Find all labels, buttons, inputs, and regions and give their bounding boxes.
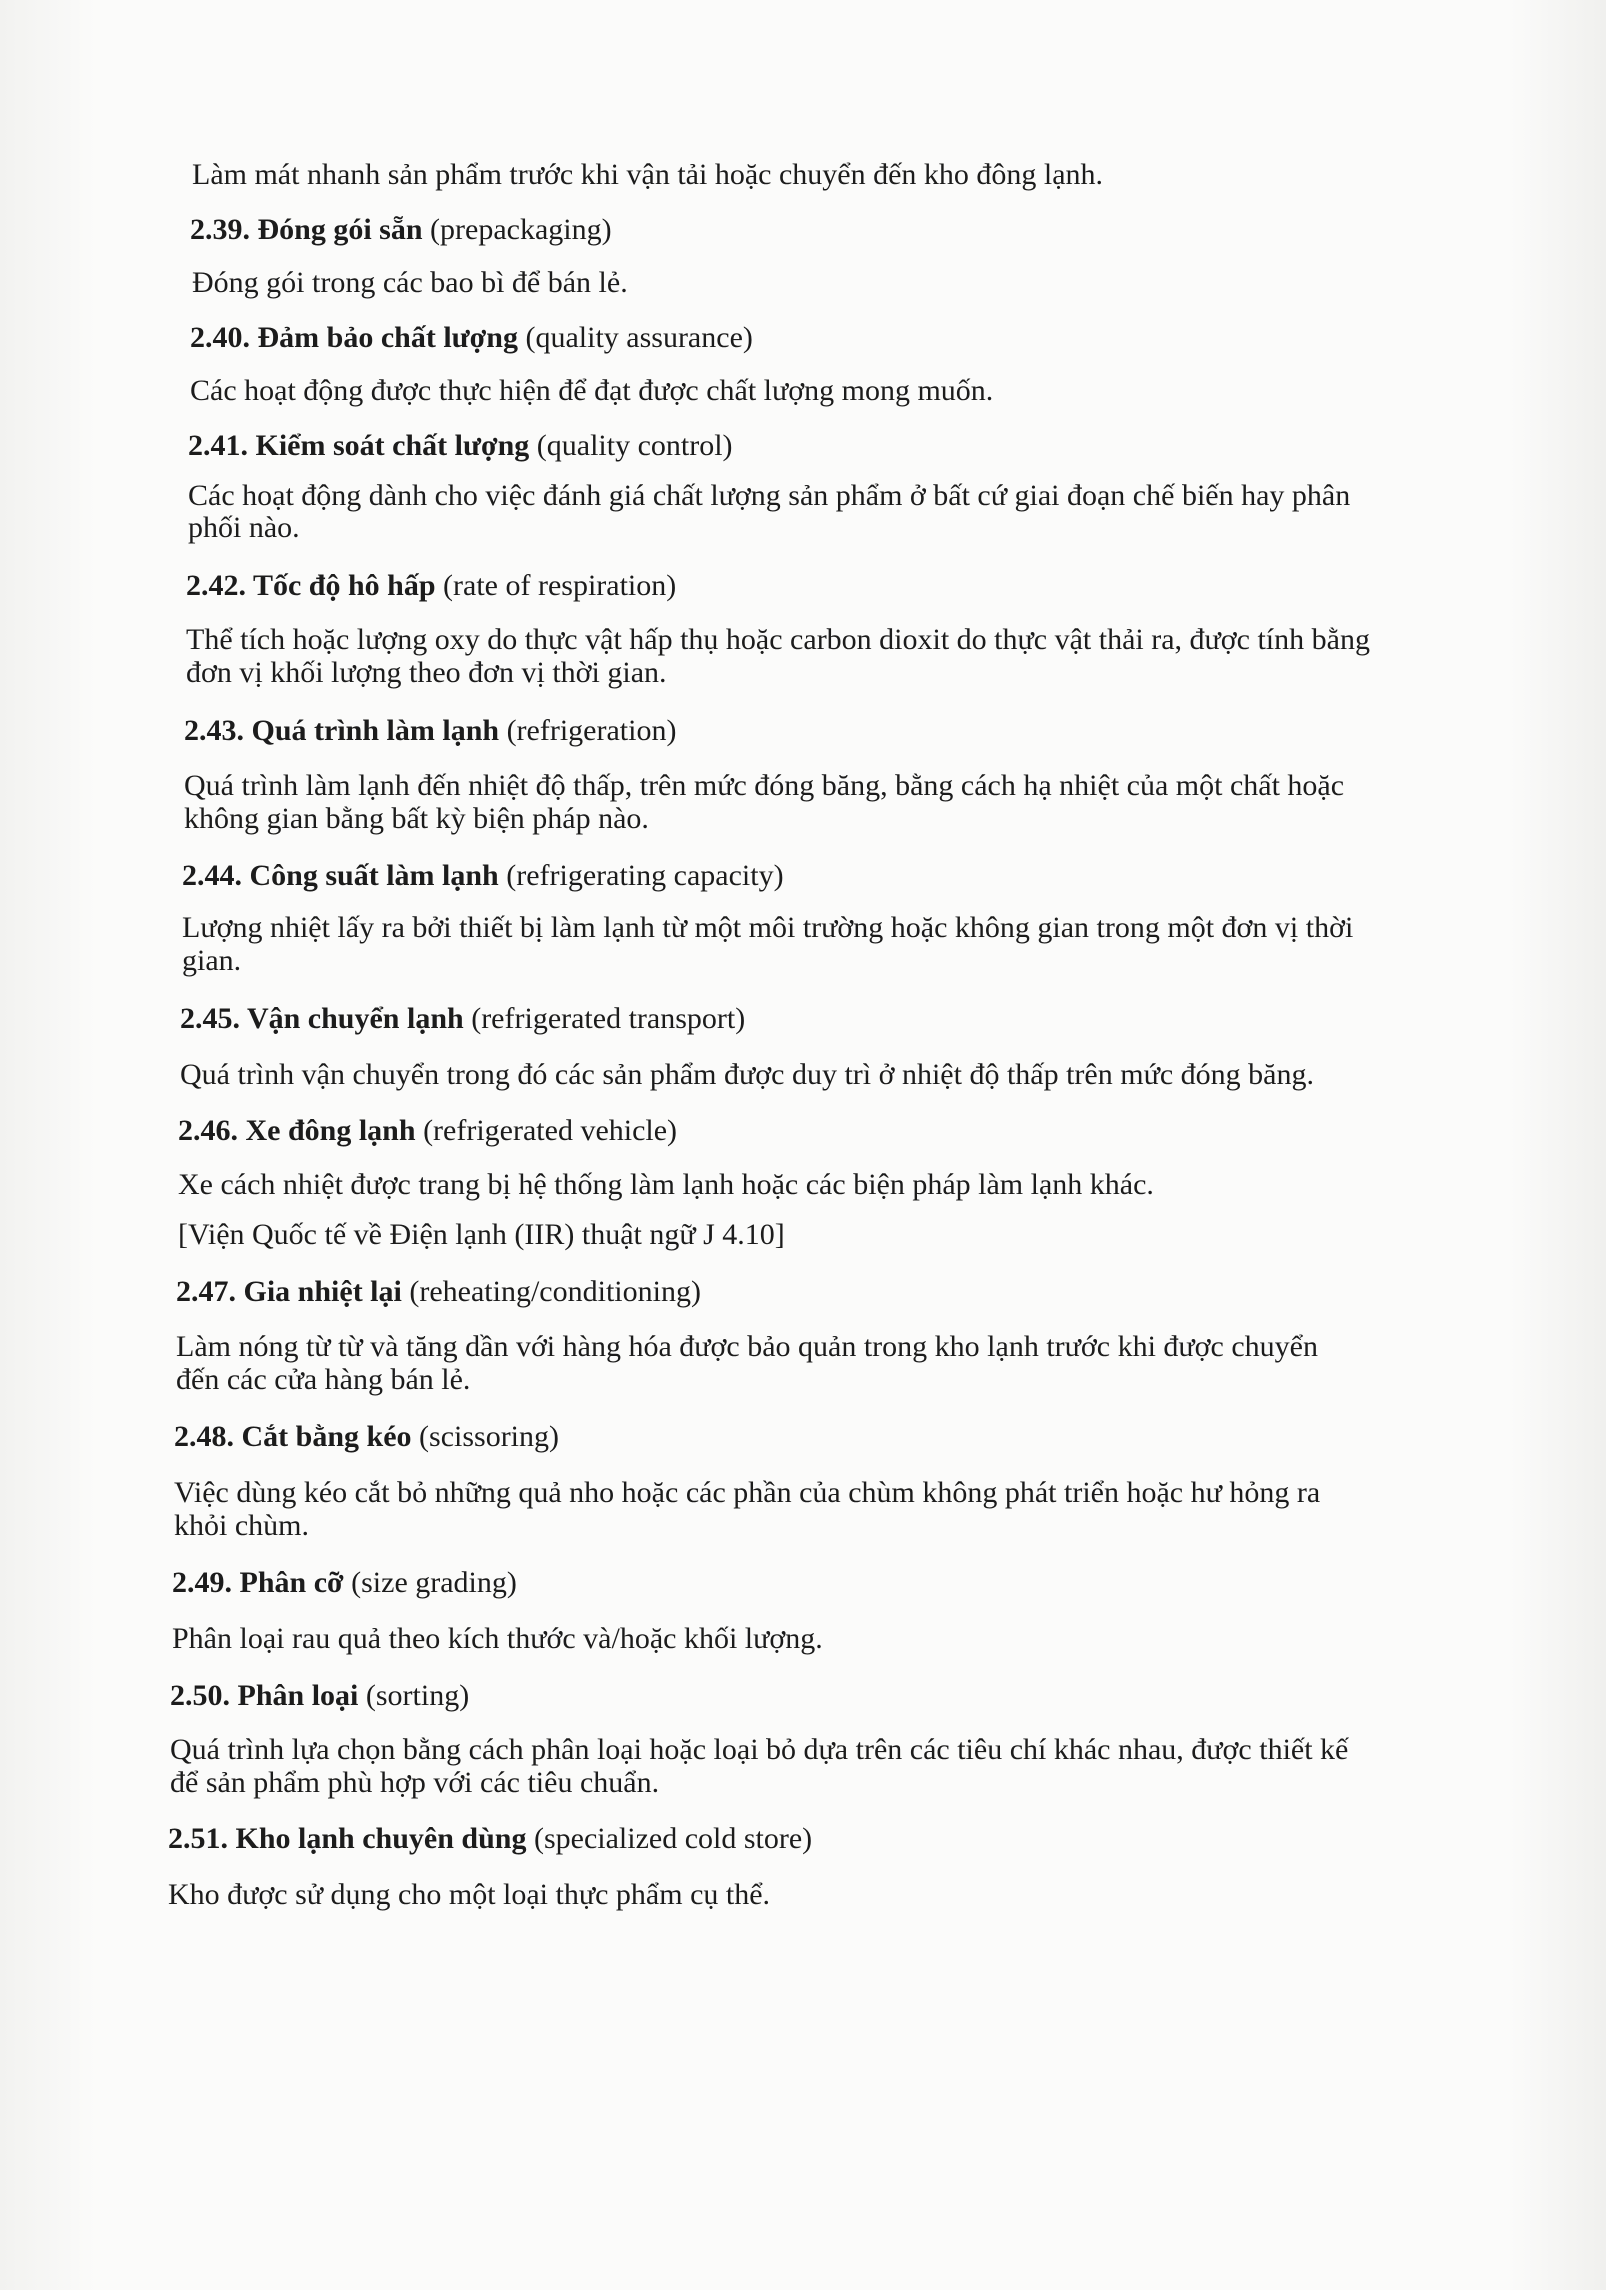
body-text-line: Các hoạt động được thực hiện để đạt được chất lượng mong muốn. (190, 374, 994, 407)
term-english: (reheating/conditioning) (401, 1275, 701, 1308)
body-text-line: Các hoạt động dành cho việc đánh giá chất lượng sản phẩm ở bất cứ giai đoạn chế biến hay phân (188, 479, 1351, 512)
body-text-line: Quá trình vận chuyển trong đó các sản phẩm được duy trì ở nhiệt độ thấp trên mức đóng băng. (180, 1058, 1314, 1091)
term-number-title: 2.43. Quá trình làm lạnh (184, 714, 500, 747)
term-english: (quality assurance) (517, 321, 753, 354)
body-text-line: Làm mát nhanh sản phẩm trước khi vận tải hoặc chuyển đến kho đông lạnh. (192, 158, 1104, 191)
body-text-line: Kho được sử dụng cho một loại thực phẩm cụ thể. (168, 1878, 771, 1911)
term-english: (refrigerating capacity) (498, 859, 784, 892)
term-number-title: 2.51. Kho lạnh chuyên dùng (168, 1822, 527, 1855)
body-text-line: Quá trình làm lạnh đến nhiệt độ thấp, trên mức đóng băng, bằng cách hạ nhiệt của một chất hoặc (184, 769, 1345, 802)
term-english: (specialized cold store) (526, 1822, 813, 1855)
body-text-line: Xe cách nhiệt được trang bị hệ thống làm lạnh hoặc các biện pháp làm lạnh khác. (178, 1168, 1154, 1201)
term-number-title: 2.48. Cắt bằng kéo (174, 1420, 412, 1453)
term-heading (190, 213, 612, 247)
body-text-line: [Viện Quốc tế về Điện lạnh (IIR) thuật ngữ J 4.10] (178, 1218, 785, 1251)
body-text-line: Phân loại rau quả theo kích thước và/hoặc khối lượng. (172, 1622, 823, 1655)
term-heading (174, 1420, 559, 1454)
body-text-line: Thể tích hoặc lượng oxy do thực vật hấp thụ hoặc carbon dioxit do thực vật thải ra, được tính bằng (186, 623, 1370, 656)
term-heading (178, 1114, 677, 1148)
body-text-line: đến các cửa hàng bán lẻ. (176, 1363, 471, 1396)
term-english: (sorting) (358, 1679, 470, 1712)
term-english: (refrigerated transport) (463, 1002, 746, 1035)
body-text-line: Quá trình lựa chọn bằng cách phân loại hoặc loại bỏ dựa trên các tiêu chí khác nhau, được thiết kế (170, 1733, 1349, 1766)
term-number-title: 2.46. Xe đông lạnh (178, 1114, 416, 1147)
term-english: (scissoring) (411, 1420, 560, 1453)
term-number-title: 2.40. Đảm bảo chất lượng (190, 321, 518, 354)
term-english: (refrigeration) (499, 714, 677, 747)
body-text-line: không gian bằng bất kỳ biện pháp nào. (184, 802, 649, 835)
term-heading (184, 714, 676, 748)
term-english: (refrigerated vehicle) (415, 1114, 678, 1147)
term-heading (170, 1679, 469, 1713)
term-heading (176, 1275, 701, 1309)
body-text-line: khỏi chùm. (174, 1509, 309, 1542)
term-number-title: 2.50. Phân loại (170, 1679, 359, 1712)
body-text-line: đơn vị khối lượng theo đơn vị thời gian. (186, 656, 667, 689)
term-heading (190, 321, 753, 355)
body-text-line: Lượng nhiệt lấy ra bởi thiết bị làm lạnh từ một môi trường hoặc không gian trong một đơn vị thời (182, 911, 1354, 944)
term-english: (prepackaging) (422, 213, 612, 246)
body-text-line: để sản phẩm phù hợp với các tiêu chuẩn. (170, 1766, 660, 1799)
term-number-title: 2.47. Gia nhiệt lại (176, 1275, 402, 1308)
term-english: (rate of respiration) (435, 569, 677, 602)
body-text-line: phối nào. (188, 511, 300, 544)
term-heading (186, 569, 676, 603)
term-heading (168, 1822, 812, 1856)
term-heading (182, 859, 784, 893)
term-number-title: 2.42. Tốc độ hô hấp (186, 569, 436, 602)
term-number-title: 2.39. Đóng gói sẵn (190, 213, 423, 246)
term-number-title: 2.41. Kiểm soát chất lượng (188, 429, 530, 462)
body-text-line: gian. (182, 944, 242, 977)
term-heading (172, 1566, 517, 1600)
term-heading (188, 429, 733, 463)
term-number-title: 2.45. Vận chuyển lạnh (180, 1002, 464, 1035)
body-text-line: Đóng gói trong các bao bì để bán lẻ. (192, 266, 628, 299)
body-text-line: Việc dùng kéo cắt bỏ những quả nho hoặc các phần của chùm không phát triển hoặc hư hỏng ra (174, 1476, 1321, 1509)
term-heading (180, 1002, 745, 1036)
term-english: (size grading) (343, 1566, 517, 1599)
term-number-title: 2.49. Phân cỡ (172, 1566, 344, 1599)
term-number-title: 2.44. Công suất làm lạnh (182, 859, 499, 892)
body-text-line: Làm nóng từ từ và tăng dần với hàng hóa được bảo quản trong kho lạnh trước khi được chuyển (176, 1330, 1318, 1363)
term-english: (quality control) (529, 429, 733, 462)
